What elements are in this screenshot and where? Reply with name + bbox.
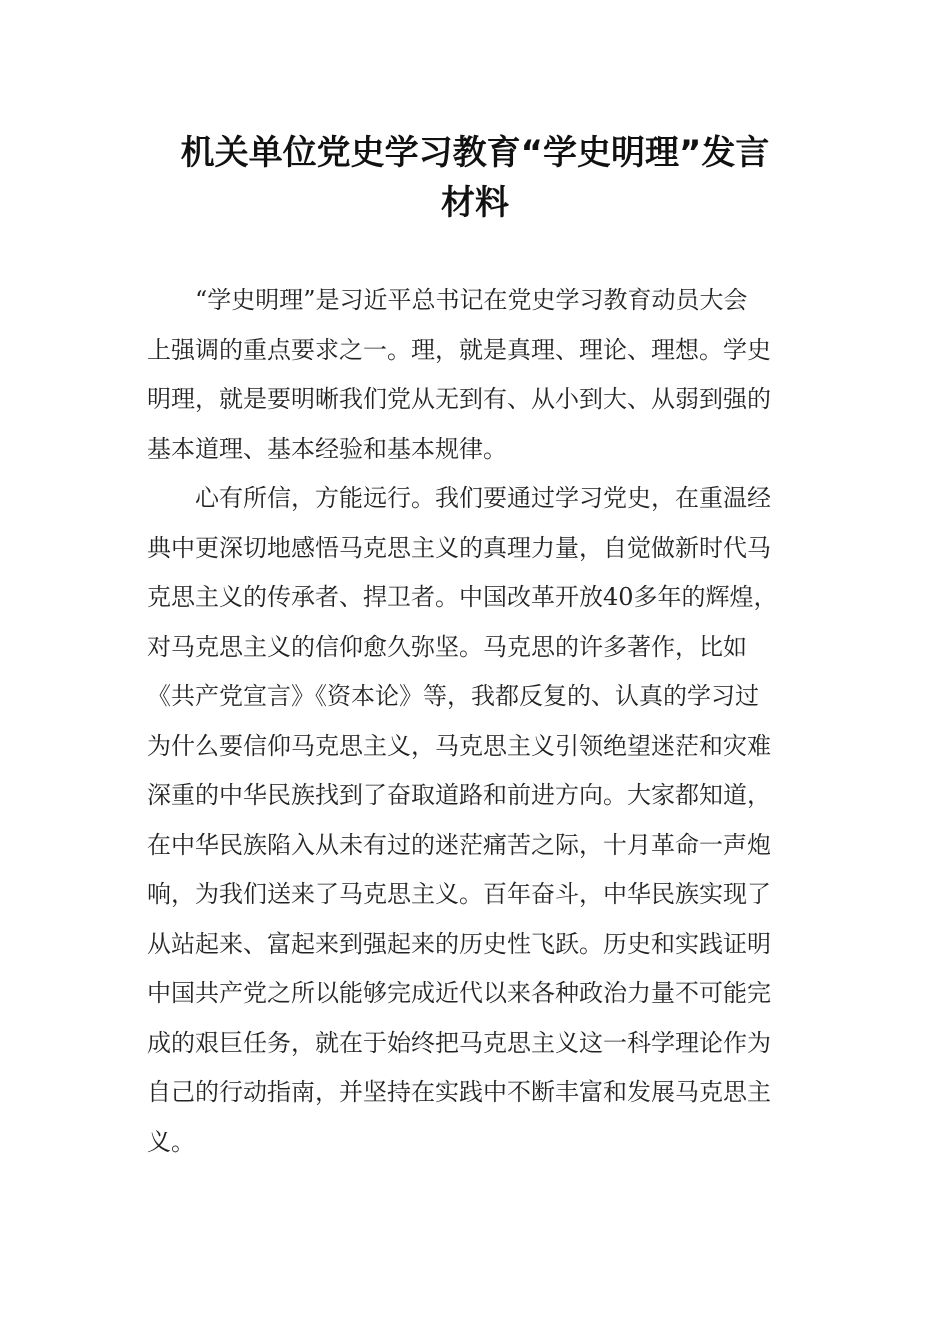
text-line: 心有所信，方能远行。我们要通过学习党史，在重温经 (195, 484, 771, 512)
document-title-line-1: 机关单位党史学习教育“学史明理”发言 (180, 133, 770, 173)
text-line: 基本道理、基本经验和基本规律。 (147, 434, 507, 463)
text-line: 对马克思主义的信仰愈久弥坚。马克思的许多著作，比如 (147, 632, 747, 661)
text-line: 响，为我们送来了马克思主义。百年奋斗，中华民族实现了 (147, 880, 771, 908)
text-line: 深重的中华民族找到了奋取道路和前进方向。大家都知道， (147, 781, 771, 809)
document-title-line-2: 材料 (441, 183, 509, 223)
document-body (147, 276, 812, 1167)
text-line: 从站起来、富起来到强起来的历史性飞跃。历史和实践证明 (147, 929, 771, 958)
text-line: 成的艰巨任务，就在于始终把马克思主义这一科学理论作为 (147, 1028, 771, 1057)
text-line: 明理，就是要明晰我们党从无到有、从小到大、从弱到强的 (147, 385, 771, 413)
text-line: “学史明理”是习近平总书记在党史学习教育动员大会 (195, 286, 748, 314)
text-line: 上强调的重点要求之一。理，就是真理、理论、理想。学史 (147, 335, 771, 364)
text-line: 克思主义的传承者、捍卫者。中国改革开放40多年的辉煌， (147, 583, 778, 611)
text-line: 中国共产党之所以能够完成近代以来各种政治力量不可能完 (147, 979, 771, 1007)
text-line: 义。 (147, 1127, 195, 1156)
text-line: 自己的行动指南，并坚持在实践中不断丰富和发展马克思主 (147, 1078, 771, 1106)
text-line: 典中更深切地感悟马克思主义的真理力量，自觉做新时代马 (147, 533, 771, 562)
text-line: 在中华民族陷入从未有过的迷茫痛苦之际，十月革命一声炮 (147, 830, 771, 859)
text-line: 《共产党宣言》《资本论》等，我都反复的、认真的学习过 (147, 682, 759, 710)
text-line: 为什么要信仰马克思主义，马克思主义引领绝望迷茫和灾难 (147, 731, 771, 760)
